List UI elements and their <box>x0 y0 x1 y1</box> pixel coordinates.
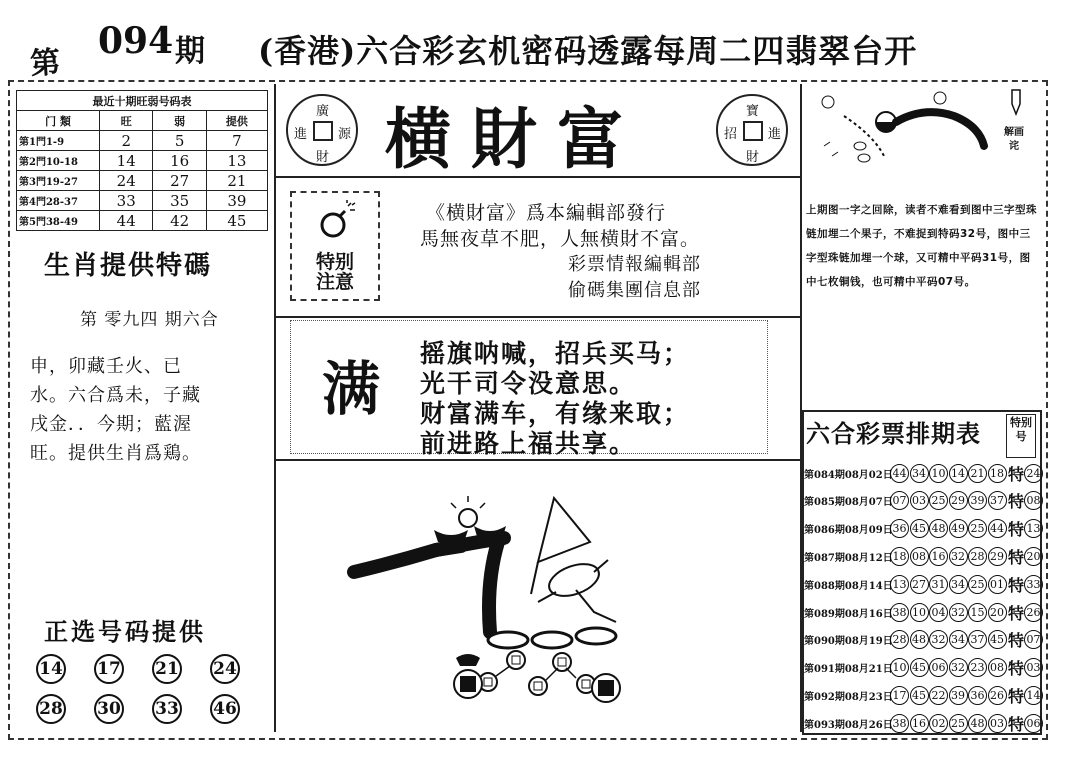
zodiac-text <box>30 352 255 468</box>
schedule-ball: 04 <box>929 603 948 622</box>
col-header: 旺 <box>100 111 153 131</box>
cell-hot: 2 <box>100 131 153 151</box>
schedule-row-label: 第084期08月02日 <box>804 469 893 481</box>
schedule-row <box>804 600 1044 624</box>
schedule-ball: 13 <box>890 575 909 594</box>
schedule-ball: 39 <box>949 686 968 705</box>
zodiac-line: 旺。提供生肖爲鶏。 <box>30 443 201 464</box>
row-label: 第5門38-49 <box>17 211 100 231</box>
zodiac-issue: 第 零九四 期六合 <box>80 310 219 330</box>
schedule-ball: 25 <box>929 491 948 510</box>
special-mark: 特 <box>1008 492 1025 512</box>
history-header-row <box>17 111 268 131</box>
schedule-ball: 01 <box>988 575 1007 594</box>
schedule-ball: 45 <box>988 630 1007 649</box>
schedule-ball: 08 <box>988 658 1007 677</box>
schedule-ball: 03 <box>988 714 1007 733</box>
schedule-special-ball: 26 <box>1024 603 1043 622</box>
table-row <box>17 171 268 191</box>
intro-line: 彩票情報編輯部 <box>568 254 701 275</box>
schedule-ball: 06 <box>929 658 948 677</box>
schedule-ball: 02 <box>929 714 948 733</box>
schedule-ball: 48 <box>968 714 987 733</box>
pick-ball: 33 <box>152 694 182 724</box>
schedule-row-label: 第089期08月16日 <box>804 608 893 620</box>
row-label: 第3門19-27 <box>17 171 100 191</box>
schedule-row <box>804 683 1044 707</box>
schedule-special-ball: 20 <box>1024 547 1043 566</box>
history-caption: 最近十期旺弱号码表 <box>17 91 268 111</box>
schedule-row-label: 第085期08月07日 <box>804 497 893 509</box>
table-row <box>17 211 268 231</box>
pick-ball: 24 <box>210 654 240 684</box>
special-mark: 特 <box>1008 603 1025 623</box>
cell-hot: 14 <box>100 151 153 171</box>
schedule-ball: 10 <box>910 603 929 622</box>
col-header: 门 類 <box>17 111 100 131</box>
schedule-row <box>804 544 1044 568</box>
schedule-ball: 08 <box>910 547 929 566</box>
special-mark: 特 <box>1008 520 1025 540</box>
schedule-ball: 45 <box>910 519 929 538</box>
poem-line: 光干司令没意思。 <box>420 369 637 398</box>
schedule-ball: 10 <box>890 658 909 677</box>
schedule-ball: 25 <box>968 519 987 538</box>
cell-weak: 16 <box>153 151 206 171</box>
schedule-special-ball: 14 <box>1024 686 1043 705</box>
special-mark: 特 <box>1008 714 1025 734</box>
bomb-icon <box>318 200 358 240</box>
schedule-ball: 36 <box>890 519 909 538</box>
page-header <box>0 0 1080 80</box>
schedule-row-label: 第091期08月21日 <box>804 664 893 676</box>
schedule-ball: 32 <box>949 547 968 566</box>
notice-label: 特别 注意 <box>315 251 354 293</box>
schedule-row-label: 第093期08月26日 <box>804 719 893 731</box>
schedule-row <box>804 656 1044 680</box>
schedule-row-label: 第087期08月12日 <box>804 552 893 564</box>
schedule-ball: 45 <box>910 686 929 705</box>
schedule-ball: 15 <box>968 603 987 622</box>
schedule-ball: 29 <box>988 547 1007 566</box>
special-mark: 特 <box>1008 575 1025 595</box>
intro-line: 《横財富》爲本編輯部發行 <box>426 202 667 224</box>
schedule-ball: 32 <box>949 658 968 677</box>
schedule-ball: 16 <box>929 547 948 566</box>
cell-weak: 35 <box>153 191 206 211</box>
cell-hot: 33 <box>100 191 153 211</box>
schedule-ball: 17 <box>890 686 909 705</box>
pick-ball: 28 <box>36 694 66 724</box>
coin-right-icon: 寶 招 進 財 <box>716 94 788 166</box>
schedule-row <box>804 628 1044 652</box>
schedule-title: 六合彩票排期表 <box>806 419 981 448</box>
intro-line: 偷碼集團信息部 <box>568 280 701 301</box>
riddle-illustration <box>276 462 798 732</box>
poem-line: 前进路上福共享。 <box>420 429 637 458</box>
schedule-ball: 23 <box>968 658 987 677</box>
schedule-ball: 28 <box>890 630 909 649</box>
cell-offer: 39 <box>206 191 267 211</box>
page-title: (香港)六合彩玄机密码透露每周二四翡翠台开 <box>258 32 918 70</box>
schedule-special-ball: 24 <box>1024 464 1043 483</box>
schedule-ball: 49 <box>949 519 968 538</box>
col-header: 弱 <box>153 111 206 131</box>
picks-title: 正选号码提供 <box>44 618 206 646</box>
schedule-ball: 38 <box>890 714 909 733</box>
schedule-ball: 16 <box>910 714 929 733</box>
row-label: 第4門28-37 <box>17 191 100 211</box>
issue-prefix: 第 <box>29 44 62 82</box>
cell-weak: 5 <box>153 131 206 151</box>
schedule-ball: 28 <box>968 547 987 566</box>
schedule-ball: 39 <box>968 491 987 510</box>
special-mark: 特 <box>1008 686 1025 706</box>
schedule-ball: 34 <box>910 464 929 483</box>
issue-number: 094 <box>98 20 174 62</box>
schedule-special-ball: 06 <box>1024 714 1043 733</box>
zodiac-line: 水。六合爲未，子藏 <box>30 385 201 406</box>
schedule-special-ball: 03 <box>1024 658 1043 677</box>
schedule-ball: 20 <box>988 603 1007 622</box>
schedule-ball: 26 <box>988 686 1007 705</box>
schedule-ball: 10 <box>929 464 948 483</box>
intro-line: 馬無夜草不肥，人無横財不富。 <box>420 228 701 250</box>
schedule-special-ball: 13 <box>1024 519 1043 538</box>
special-mark: 特 <box>1008 631 1025 651</box>
pointing-hand-icon <box>1008 88 1024 118</box>
cell-hot: 24 <box>100 171 153 191</box>
schedule-ball: 45 <box>910 658 929 677</box>
schedule-ball: 29 <box>949 491 968 510</box>
cell-hot: 44 <box>100 211 153 231</box>
schedule-row-label: 第086期08月09日 <box>804 525 893 537</box>
schedule-ball: 48 <box>910 630 929 649</box>
schedule-special-ball: 33 <box>1024 575 1043 594</box>
special-number-label: 特别号 <box>1006 414 1036 458</box>
schedule-ball: 32 <box>929 630 948 649</box>
cell-weak: 42 <box>153 211 206 231</box>
col-header: 提供 <box>206 111 267 131</box>
hint-label: 解画诧 <box>1004 127 1024 152</box>
pick-ball: 21 <box>152 654 182 684</box>
pick-ball: 46 <box>210 694 240 724</box>
cell-offer: 7 <box>206 131 267 151</box>
schedule-row-label: 第088期08月14日 <box>804 580 893 592</box>
pick-ball: 30 <box>94 694 124 724</box>
schedule-ball: 22 <box>929 686 948 705</box>
special-mark: 特 <box>1008 547 1025 567</box>
cell-offer: 21 <box>206 171 267 191</box>
schedule-ball: 34 <box>949 630 968 649</box>
zodiac-line: 申，卯藏壬火、已 <box>30 356 182 377</box>
schedule-ball: 21 <box>968 464 987 483</box>
last-issue-hint-illustration <box>804 86 1004 170</box>
poem-line: 摇旗呐喊，招兵买马； <box>420 339 691 368</box>
schedule-ball: 48 <box>929 519 948 538</box>
row-label: 第1門1-9 <box>17 131 100 151</box>
table-row <box>17 151 268 171</box>
schedule-ball: 27 <box>910 575 929 594</box>
schedule-ball: 31 <box>929 575 948 594</box>
schedule-ball: 18 <box>890 547 909 566</box>
zodiac-title: 生肖提供特碼 <box>44 251 213 281</box>
special-mark: 特 <box>1008 464 1025 484</box>
schedule-ball: 03 <box>910 491 929 510</box>
poem-big-char: 满 <box>322 355 381 423</box>
schedule-row <box>804 711 1044 735</box>
schedule-ball: 38 <box>890 603 909 622</box>
schedule-ball: 14 <box>949 464 968 483</box>
schedule-ball: 36 <box>968 686 987 705</box>
brand-title: 横財富 <box>385 100 643 178</box>
schedule-ball: 32 <box>949 603 968 622</box>
coin-left-icon: 廣 進 源 財 <box>286 94 358 166</box>
cell-offer: 45 <box>206 211 267 231</box>
schedule-row <box>804 461 1044 485</box>
schedule-ball: 25 <box>949 714 968 733</box>
hint-text: 上期图一字之回除，读者不难看到图中三字型珠链加埋二个果子，不难捉到特码32号，图中三字型珠链加埋一个球，又可精中平码31号，图中七枚铜钱，也可精中平码07号。 <box>806 204 1037 288</box>
schedule-ball: 44 <box>890 464 909 483</box>
history-table <box>16 90 268 231</box>
schedule-ball: 37 <box>988 491 1007 510</box>
pick-ball: 17 <box>94 654 124 684</box>
schedule-ball: 07 <box>890 491 909 510</box>
schedule-special-ball: 08 <box>1024 491 1043 510</box>
schedule-ball: 37 <box>968 630 987 649</box>
poem-line: 财富满车，有缘来取； <box>420 399 691 428</box>
issue-suffix: 期 <box>175 34 205 69</box>
pick-ball: 14 <box>36 654 66 684</box>
zodiac-line: 戌金．．今期；藍渥 <box>30 414 192 435</box>
schedule-ball: 18 <box>988 464 1007 483</box>
schedule-row-label: 第092期08月23日 <box>804 691 893 703</box>
schedule-row <box>804 489 1044 513</box>
schedule-ball: 34 <box>949 575 968 594</box>
cell-offer: 13 <box>206 151 267 171</box>
table-row <box>17 191 268 211</box>
special-mark: 特 <box>1008 659 1025 679</box>
schedule-ball: 44 <box>988 519 1007 538</box>
table-row <box>17 131 268 151</box>
cell-weak: 27 <box>153 171 206 191</box>
schedule-row <box>804 517 1044 541</box>
schedule-special-ball: 07 <box>1024 630 1043 649</box>
schedule-ball: 25 <box>968 575 987 594</box>
schedule-row <box>804 572 1044 596</box>
row-label: 第2門10-18 <box>17 151 100 171</box>
schedule-row-label: 第090期08月19日 <box>804 636 893 648</box>
